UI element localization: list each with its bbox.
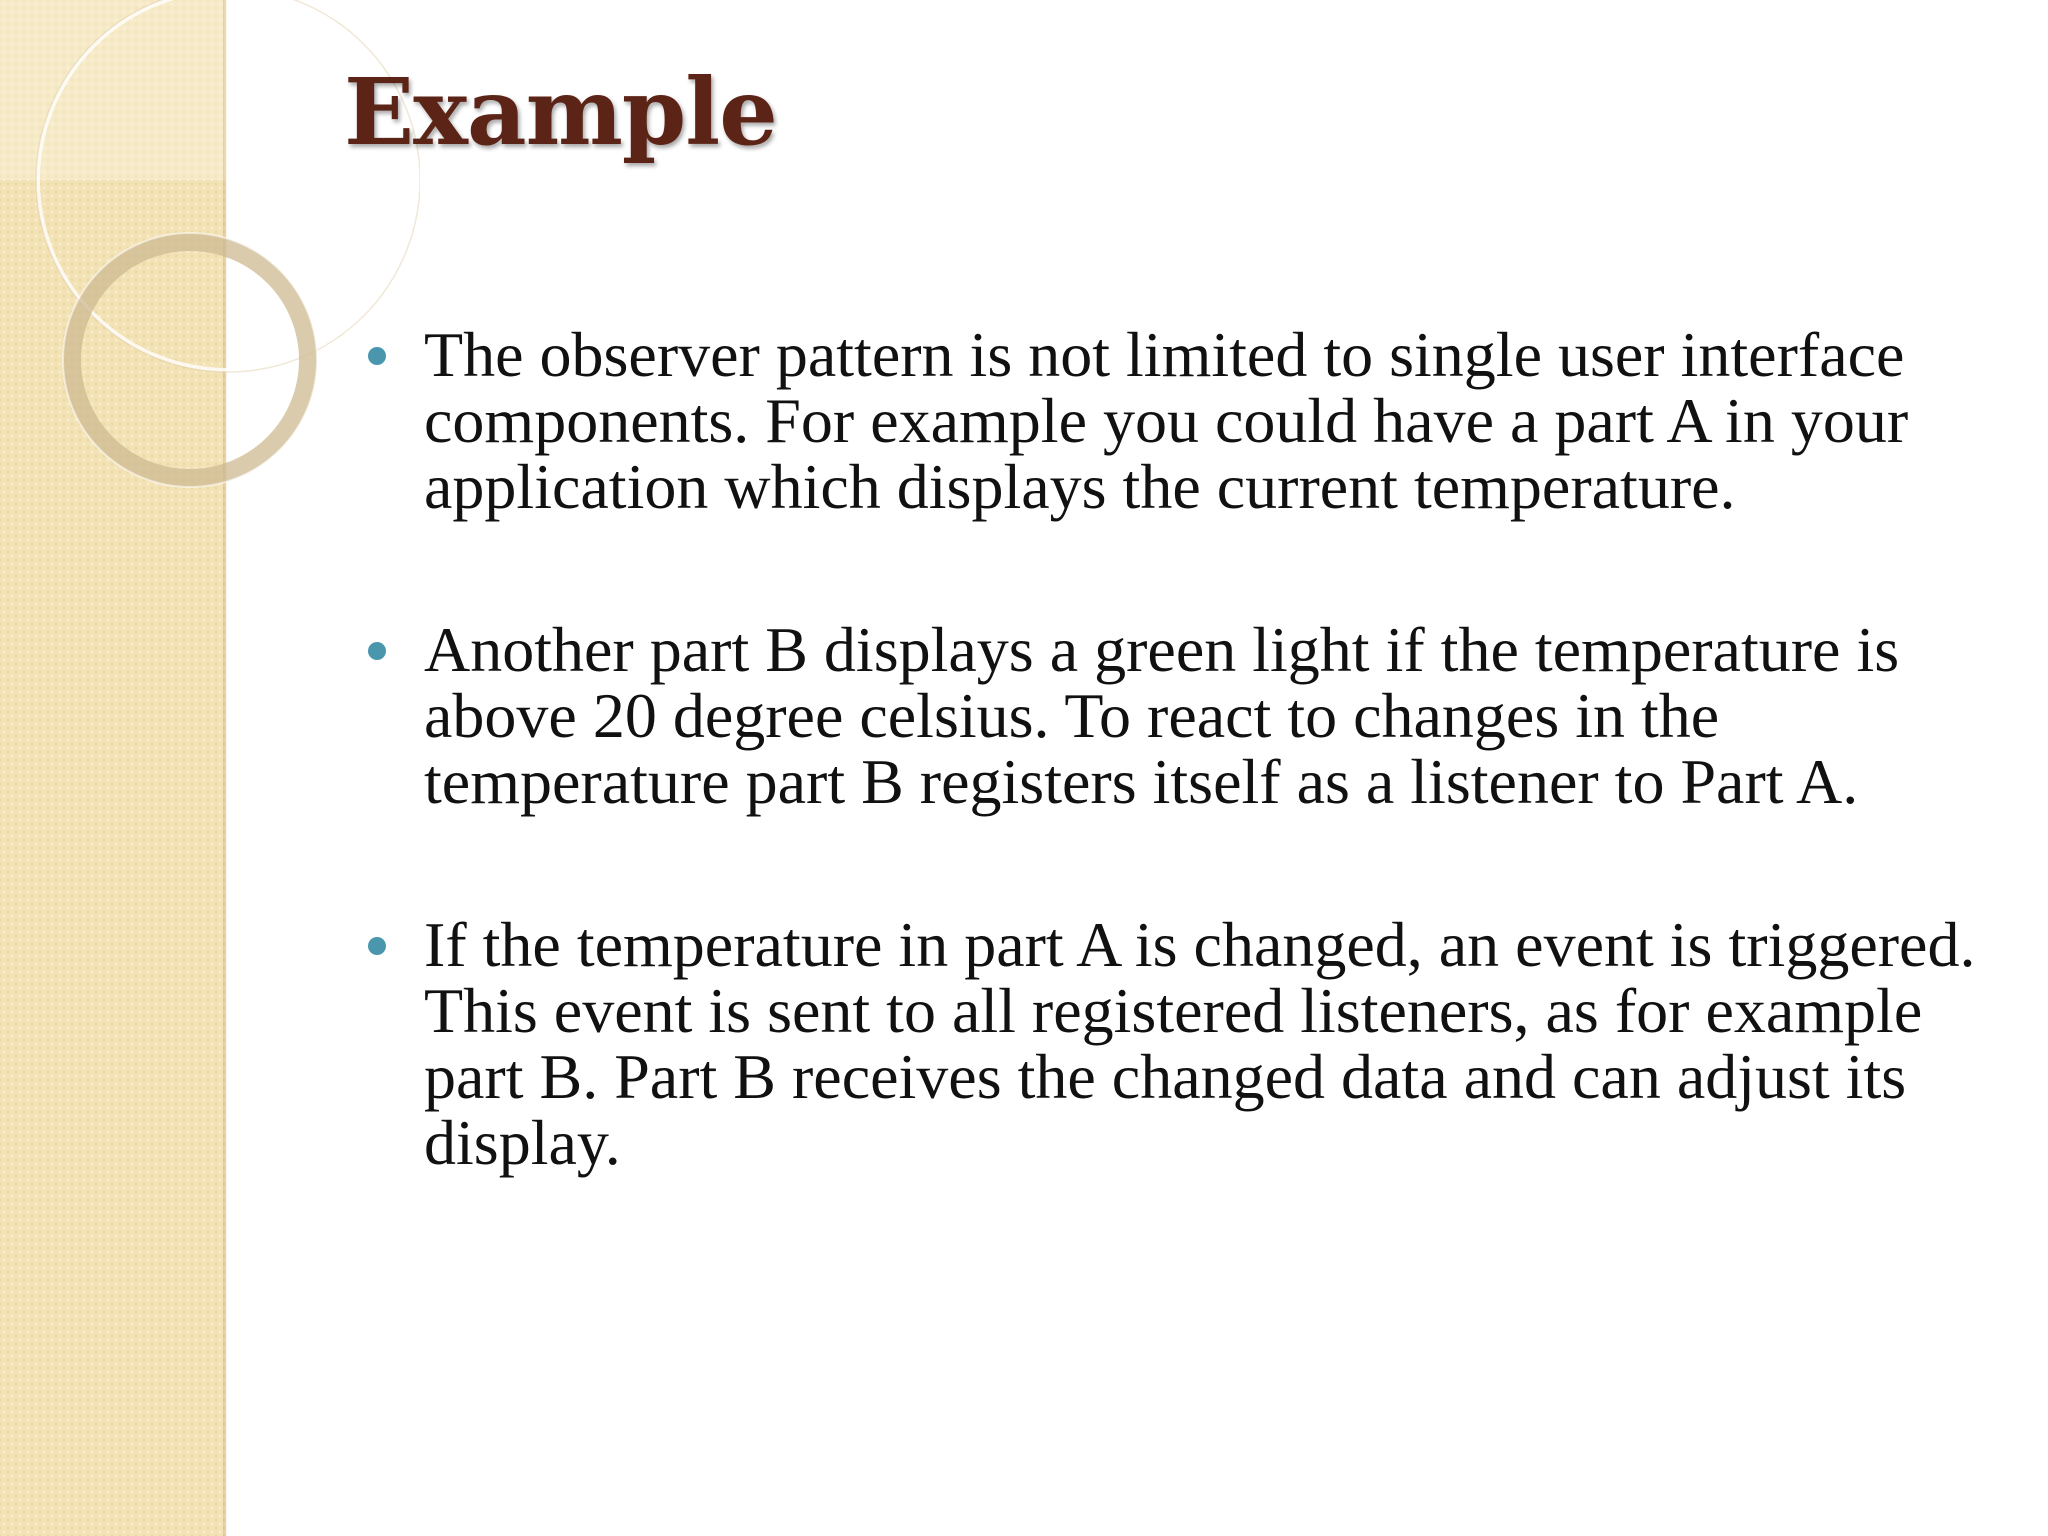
decorative-top-panel <box>0 0 226 180</box>
bullet-text: The observer pattern is not limited to single user interface components. For example you could have a part A in your application which displays the current temperature. <box>424 319 1909 522</box>
bullet-list <box>360 319 1990 1273</box>
bullet-item <box>360 614 1990 817</box>
bullet-icon <box>368 937 386 955</box>
bullet-item <box>360 319 1990 522</box>
decorative-side-band <box>0 0 226 1536</box>
bullet-item <box>360 909 1990 1178</box>
side-band-edge <box>223 0 228 1536</box>
bullet-icon <box>368 642 386 660</box>
bullet-text: Another part B displays a green light if the temperature is above 20 degree celsius. To react to changes in the temperature part B registers itself as a listener to Part A. <box>424 614 1900 817</box>
slide-title: Example <box>344 58 777 166</box>
bullet-text: If the temperature in part A is changed, an event is triggered. This event is sent to all registered listeners, as for example part B. Part B receives the changed data and can adjust its display. <box>424 909 1976 1178</box>
bullet-icon <box>368 347 386 365</box>
